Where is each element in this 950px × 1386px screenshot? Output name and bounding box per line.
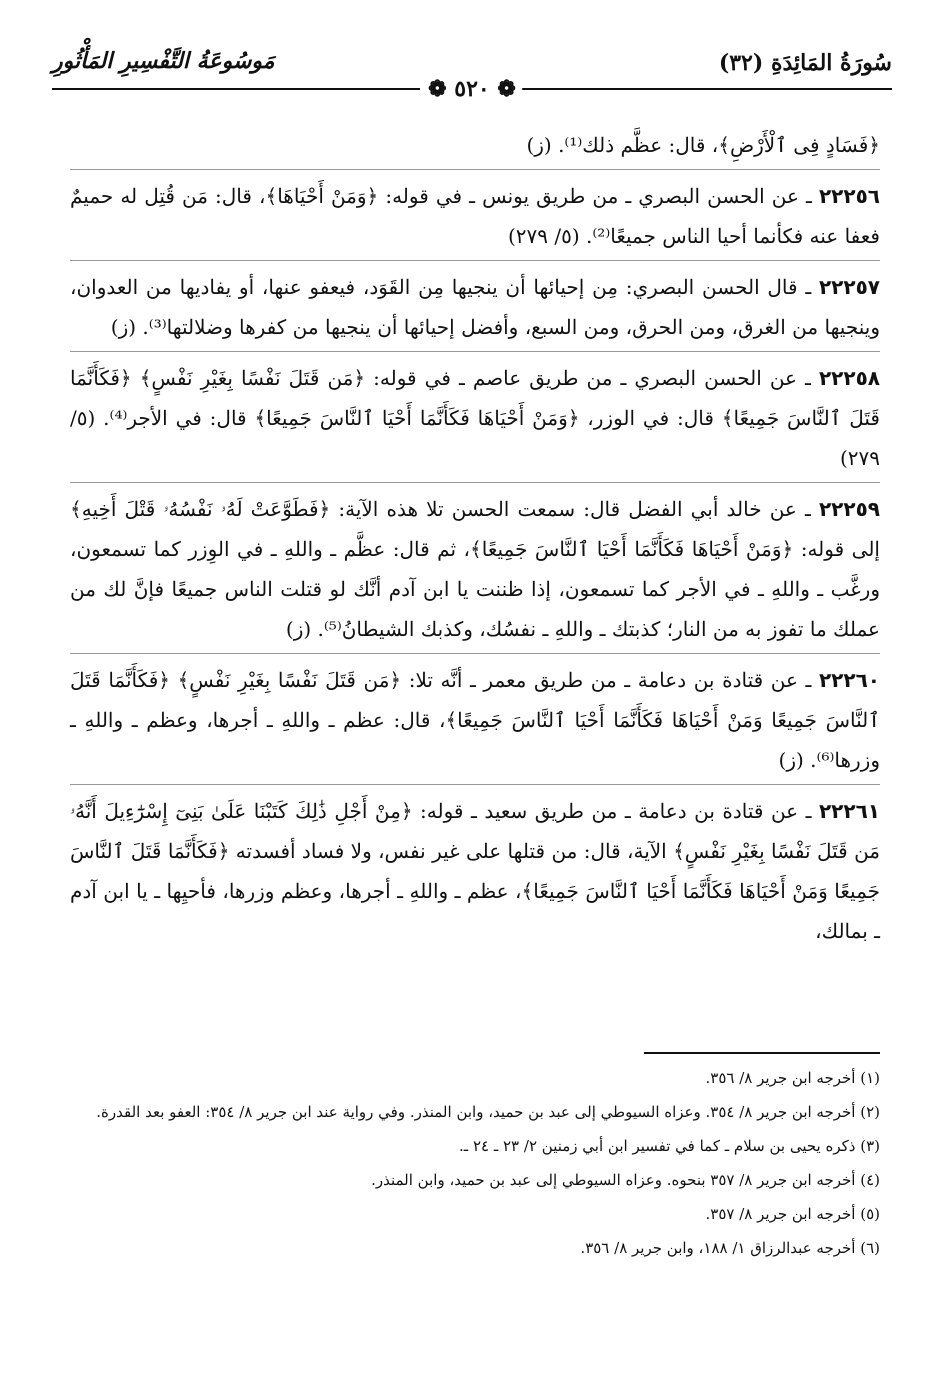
footnote: (٤) أخرجه ابن جرير ٨/ ٣٥٧ بنحوه. وعزاه السيوطي إلى عبد بن حميد، وابن المنذر. [371,1171,880,1189]
page-number: ❁ ٥٢٠ ❁ [422,76,522,102]
paragraph-text: ـ عن خالد أبي الفضل قال: سمعت الحسن تلا هذه الآية: ﴿فَطَوَّعَتْ لَهُۥ نَفْسُهُۥ قَتْلَ أَخِيهِ﴾ إلى قوله: ﴿وَمَنْ أَحْيَاهَا فَكَأَنَّمَا أَحْيَا ٱلنَّاسَ جَمِيعًا﴾، ثم قال: عظَّم ـ واللهِ ـ في الوِزر كما تسمعون، ورغَّب ـ واللهِ ـ في الأجر كما تسمعون، إذا ظننت يا ابن آدم أنَّك لو قتلت الناس جميعًا فإنَّ لك من عملك ما تفوز به من النار؛ كذبتك ـ واللهِ ـ نفسُك، وكذبك الشيطانُ⁽⁵⁾. (ز) [70,497,880,641]
footnote: (١) أخرجه ابن جرير ٨/ ٣٥٦. [705,1069,880,1087]
footnote: (٦) أخرجه عبدالرزاق ١/ ١٨٨، وابن جرير ٨/ ٣٥٦. [580,1239,880,1257]
footnotes [70,1064,880,1268]
book-title: مَوسُوعَةُ التَّفْسِيرِ المَأْثُورِ [52,48,275,74]
paragraph [70,660,880,785]
footnote-separator [644,1052,880,1054]
paragraph-text: ـ عن الحسن البصري ـ من طريق عاصم ـ في قوله: ﴿مَن قَتَلَ نَفْسًا بِغَيْرِ نَفْسٍ﴾ ﴿فَكَأَنَّمَا قَتَلَ ٱلنَّاسَ جَمِيعًا﴾ قال: في الوزر، ﴿وَمَنْ أَحْيَاهَا فَكَأَنَّمَا أَحْيَا ٱلنَّاسَ جَمِيعًا﴾ قال: في الأجر⁽⁴⁾. (٥/ ٢٧٩) [70,366,880,470]
paragraph [70,125,880,170]
page-header [52,44,892,104]
narration-number: ٢٢٢٥٩ [818,497,880,521]
surah-title: سُورَةُ المَائِدَةِ (٣٢) [718,50,892,76]
paragraph-text: ـ عن قتادة بن دعامة ـ من طريق سعيد ـ قوله: ﴿مِنْ أَجْلِ ذَٰلِكَ كَتَبْنَا عَلَىٰ بَنِىٓ إِسْرَٰٓءِيلَ أَنَّهُۥ مَن قَتَلَ نَفْسًا بِغَيْرِ نَفْسٍ﴾ الآية، قال: من قتلها على غير نفس، ولا فساد أفسدته ﴿فَكَأَنَّمَا قَتَلَ ٱلنَّاسَ جَمِيعًا وَمَنْ أَحْيَاهَا فَكَأَنَّمَا أَحْيَا ٱلنَّاسَ جَمِيعًا﴾، عظم ـ واللهِ ـ أجرها، وعظم وزرها، فأحيِها ـ يا ابن آدم ـ بمالك، [70,799,880,943]
paragraph [70,358,880,483]
paragraph-text: ـ عن قتادة بن دعامة ـ من طريق معمر ـ أنَّه تلا: ﴿مَن قَتَلَ نَفْسًا بِغَيْرِ نَفْسٍ﴾ ﴿فَكَأَنَّمَا قَتَلَ ٱلنَّاسَ جَمِيعًا وَمَنْ أَحْيَاهَا فَكَأَنَّمَا أَحْيَا ٱلنَّاسَ جَمِيعًا﴾، قال: عظم ـ واللهِ ـ أجرها، وعظم ـ واللهِ ـ وزرها⁽⁶⁾. (ز) [70,668,880,772]
narration-number: ٢٢٢٥٧ [818,275,880,299]
paragraph [70,267,880,352]
footnote: (٣) ذكره يحيى بن سلام ـ كما في تفسير ابن أبي زمنين ٢/ ٢٣ ـ ٢٤ ـ. [459,1137,880,1155]
main-text [70,125,880,961]
paragraph [70,176,880,261]
narration-number: ٢٢٢٥٦ [818,184,880,208]
footnote: (٥) أخرجه ابن جرير ٨/ ٣٥٧. [705,1205,880,1223]
narration-number: ٢٢٢٦١ [818,799,880,823]
paragraph-text: ﴿فَسَادٍ فِى ٱلْأَرْضِ﴾، قال: عظَّم ذلك⁽¹⁾. (ز) [526,133,880,157]
narration-number: ٢٢٢٦٠ [818,668,880,692]
paragraph [70,489,880,654]
header-rule-right [522,88,892,90]
footnote: (٢) أخرجه ابن جرير ٨/ ٣٥٤. وعزاه السيوطي إلى عبد بن حميد، وابن المنذر. وفي رواية عند ابن جرير ٨/ ٣٥٤: العفو بعد القدرة. [96,1103,880,1121]
paragraph [70,791,880,955]
paragraph-text: ـ عن الحسن البصري ـ من طريق يونس ـ في قوله: ﴿وَمَنْ أَحْيَاهَا﴾، قال: مَن قُتِل له حميمٌ فعفا عنه فكأنما أحيا الناس جميعًا⁽²⁾. (٥/ ٢٧٩) [70,184,880,248]
header-rule-left [52,88,420,90]
paragraph-text: ـ قال الحسن البصري: مِن إحيائها أن ينجيها مِن القَوَد، فيعفو عنها، أو يفاديها من العدوان، وينجيها من الغرق، ومن الحرق، ومن السبع، وأفضل إحيائها أن ينجيها من كفرها وضلالتها⁽³⁾. (ز) [70,275,880,339]
narration-number: ٢٢٢٥٨ [818,366,880,390]
